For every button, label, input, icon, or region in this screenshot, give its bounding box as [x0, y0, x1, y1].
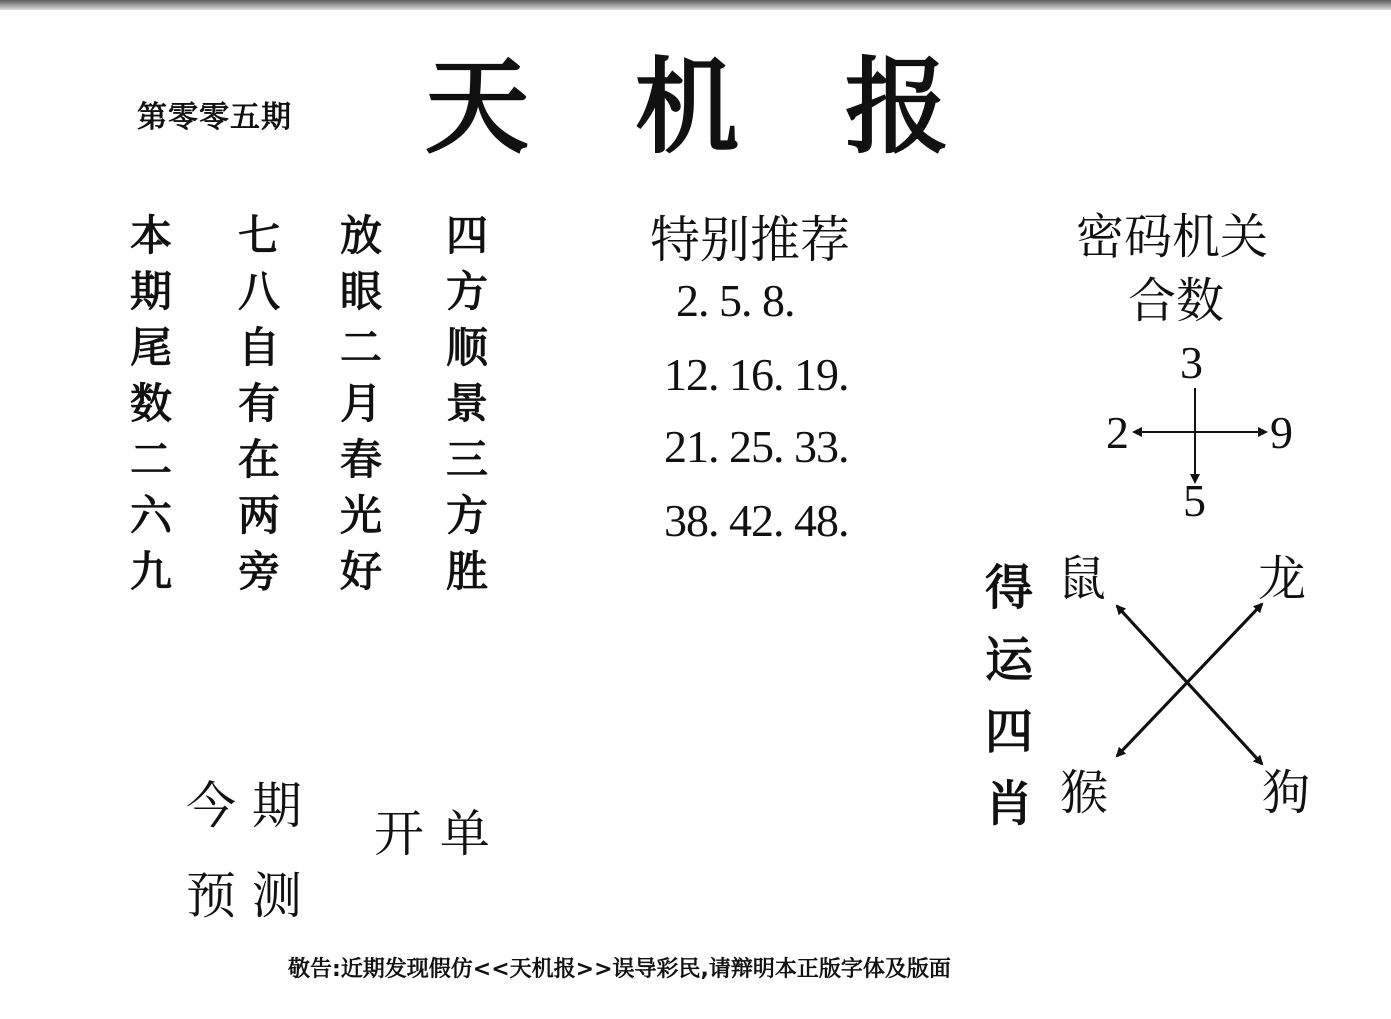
poem-char: 在	[238, 435, 281, 484]
poem-char: 两	[238, 491, 281, 540]
code-section-title: 密码机关	[1076, 209, 1269, 265]
poem-char: 景	[446, 379, 489, 428]
poem-char: 七	[238, 211, 281, 260]
poem-char: 三	[446, 435, 489, 484]
poem-char: 光	[340, 491, 383, 540]
poem-char: 尾	[130, 323, 173, 372]
special-recommendation-title: 特别推荐	[650, 211, 850, 269]
zodiac-top-left: 鼠	[1058, 551, 1107, 607]
lucky-four-zodiac-label	[985, 552, 1045, 840]
poem-char: 好	[340, 547, 383, 596]
poem-char: 二	[130, 435, 173, 484]
poem-char: 九	[130, 547, 173, 596]
title-char: 天	[425, 45, 531, 168]
poem-char: 放	[340, 211, 383, 260]
poem-char: 月	[340, 379, 383, 428]
arrow-to-bottom-left	[1117, 604, 1262, 756]
arrow-to-bottom-right	[1117, 606, 1262, 764]
poem-char: 六	[130, 491, 173, 540]
luck-label-char: 运	[985, 632, 1034, 688]
poem-char: 二	[340, 323, 383, 372]
code-number-top: 3	[1180, 337, 1203, 388]
title-char: 报	[845, 45, 951, 168]
zodiac-bottom-right: 狗	[1262, 765, 1311, 821]
code-number-left: 2	[1106, 407, 1129, 458]
poem-char: 顺	[446, 323, 489, 372]
recommended-numbers-row: 2. 5. 8.	[676, 275, 795, 326]
prediction-line-current-issue: 今 期	[186, 777, 302, 835]
prediction-result-odd: 开 单	[374, 805, 490, 863]
poem-char: 胜	[446, 547, 489, 596]
title-char: 机	[635, 45, 741, 168]
prediction-line-forecast: 预 测	[186, 867, 302, 925]
poem-char: 旁	[238, 547, 281, 596]
poem-char: 八	[238, 267, 281, 316]
code-number-bottom: 5	[1183, 475, 1206, 526]
zodiac-top-right: 龙	[1258, 551, 1307, 607]
luck-label-char: 四	[985, 704, 1034, 760]
poem-char: 四	[446, 211, 489, 260]
recommended-numbers-row: 12. 16. 19.	[664, 349, 849, 400]
poem-char: 眼	[340, 267, 383, 316]
poem-char: 期	[130, 267, 173, 316]
issue-number: 第零零五期	[137, 100, 292, 135]
code-number-right: 9	[1270, 407, 1293, 458]
poem-char: 本	[130, 211, 173, 260]
warning-notice: 敬告:近期发现假仿<<天机报>>误导彩民,请辩明本正版字体及版面	[288, 957, 951, 982]
zodiac-bottom-left: 猴	[1060, 765, 1109, 821]
poem-char: 方	[446, 491, 489, 540]
poem-char: 数	[130, 379, 173, 428]
poem-char: 春	[340, 435, 383, 484]
recommended-numbers-row: 38. 42. 48.	[664, 495, 849, 546]
poem-char: 有	[238, 379, 281, 428]
luck-label-char: 肖	[985, 776, 1034, 832]
poem-char: 自	[238, 323, 281, 372]
luck-label-char: 得	[985, 560, 1034, 616]
recommended-numbers-row: 21. 25. 33.	[664, 421, 849, 472]
poem-char: 方	[446, 267, 489, 316]
code-section-subtitle: 合数	[1128, 273, 1225, 329]
